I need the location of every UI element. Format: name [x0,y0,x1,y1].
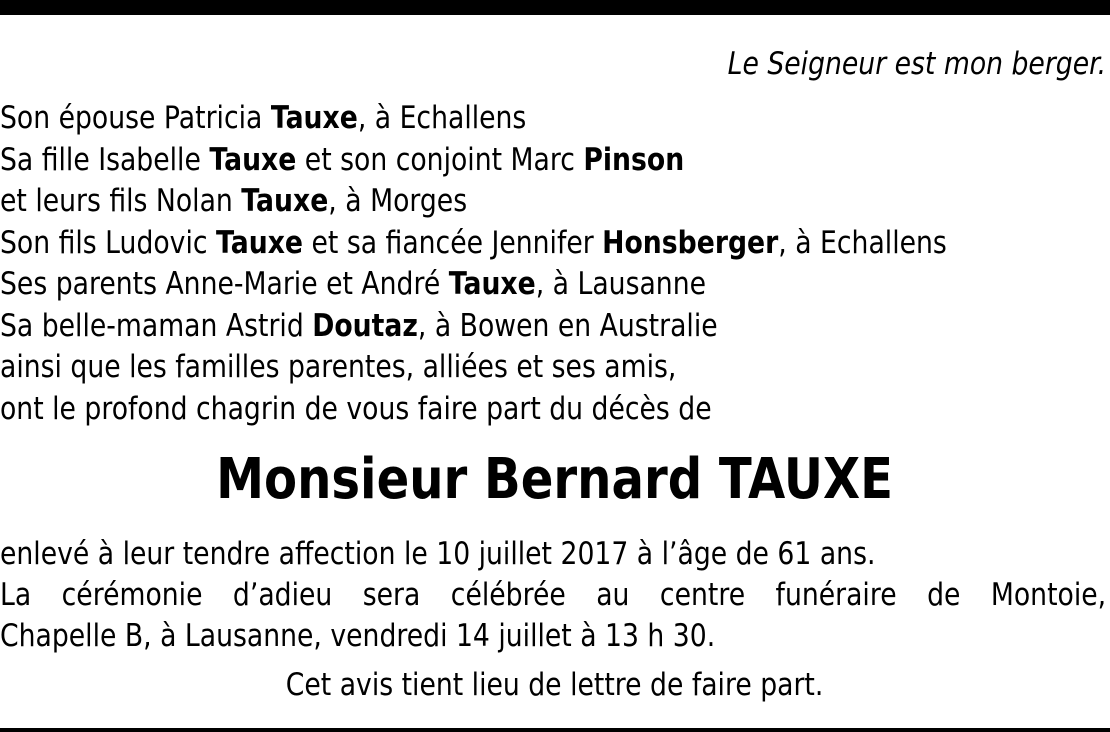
family-line [0,223,947,265]
text-segment: ont le profond chagrin de vous faire part du décès de [0,390,712,427]
family-announcement [0,98,947,430]
details-line: enlevé à leur tendre affection le 10 juillet 2017 à l’âge de 61 ans. [0,536,876,572]
text-segment: , à Echallens [778,224,947,261]
surname: Tauxe [209,141,297,178]
details-line: Chapelle B, à Lausanne, vendredi 14 juillet à 13 h 30. [0,618,716,654]
family-line [0,347,947,389]
family-line [0,181,947,223]
text-segment: Ses parents Anne-Marie et André [0,266,449,302]
text-segment: , à Morges [328,183,468,219]
surname: Tauxe [241,183,329,219]
details-line: La cérémonie d’adieu sera célébrée au centre funéraire de Montoie, [0,577,1107,613]
text-segment: , à Lausanne [535,266,707,302]
family-line [0,264,947,306]
text-segment: , à Bowen en Australie [417,307,718,344]
family-line [0,98,947,140]
closing-note-text: Cet avis tient lieu de lettre de faire part. [286,667,824,703]
deceased-name [0,444,1110,516]
family-line [0,140,947,182]
surname: Tauxe [270,100,358,136]
text-segment: Sa belle-maman Astrid [0,307,313,344]
text-segment: , à Echallens [357,100,527,136]
text-segment: et son conjoint Marc [296,141,584,178]
text-segment: Sa fille Isabelle [0,141,210,178]
surname: Tauxe [216,224,304,261]
surname: Tauxe [448,266,536,302]
bottom-border-rule [0,728,1110,732]
surname: Doutaz [312,307,418,344]
surname: Honsberger [602,224,779,261]
text-segment: et leurs fils Nolan [0,183,242,219]
family-line [0,306,947,348]
deceased-name-text: Monsieur Bernard TAUXE [216,447,894,512]
text-segment: ainsi que les familles parentes, alliées et ses amis, [0,349,677,385]
text-segment: Son fils Ludovic [0,224,217,261]
family-line [0,389,947,431]
text-segment: et sa fiancée Jennifer [303,224,603,261]
top-border-rule [0,0,1110,15]
ceremony-details [0,534,1106,657]
text-segment: Son épouse Patricia [0,100,271,136]
surname: Pinson [583,141,685,178]
epigraph: Le Seigneur est mon berger. [727,46,1106,82]
closing-note [0,665,1110,706]
